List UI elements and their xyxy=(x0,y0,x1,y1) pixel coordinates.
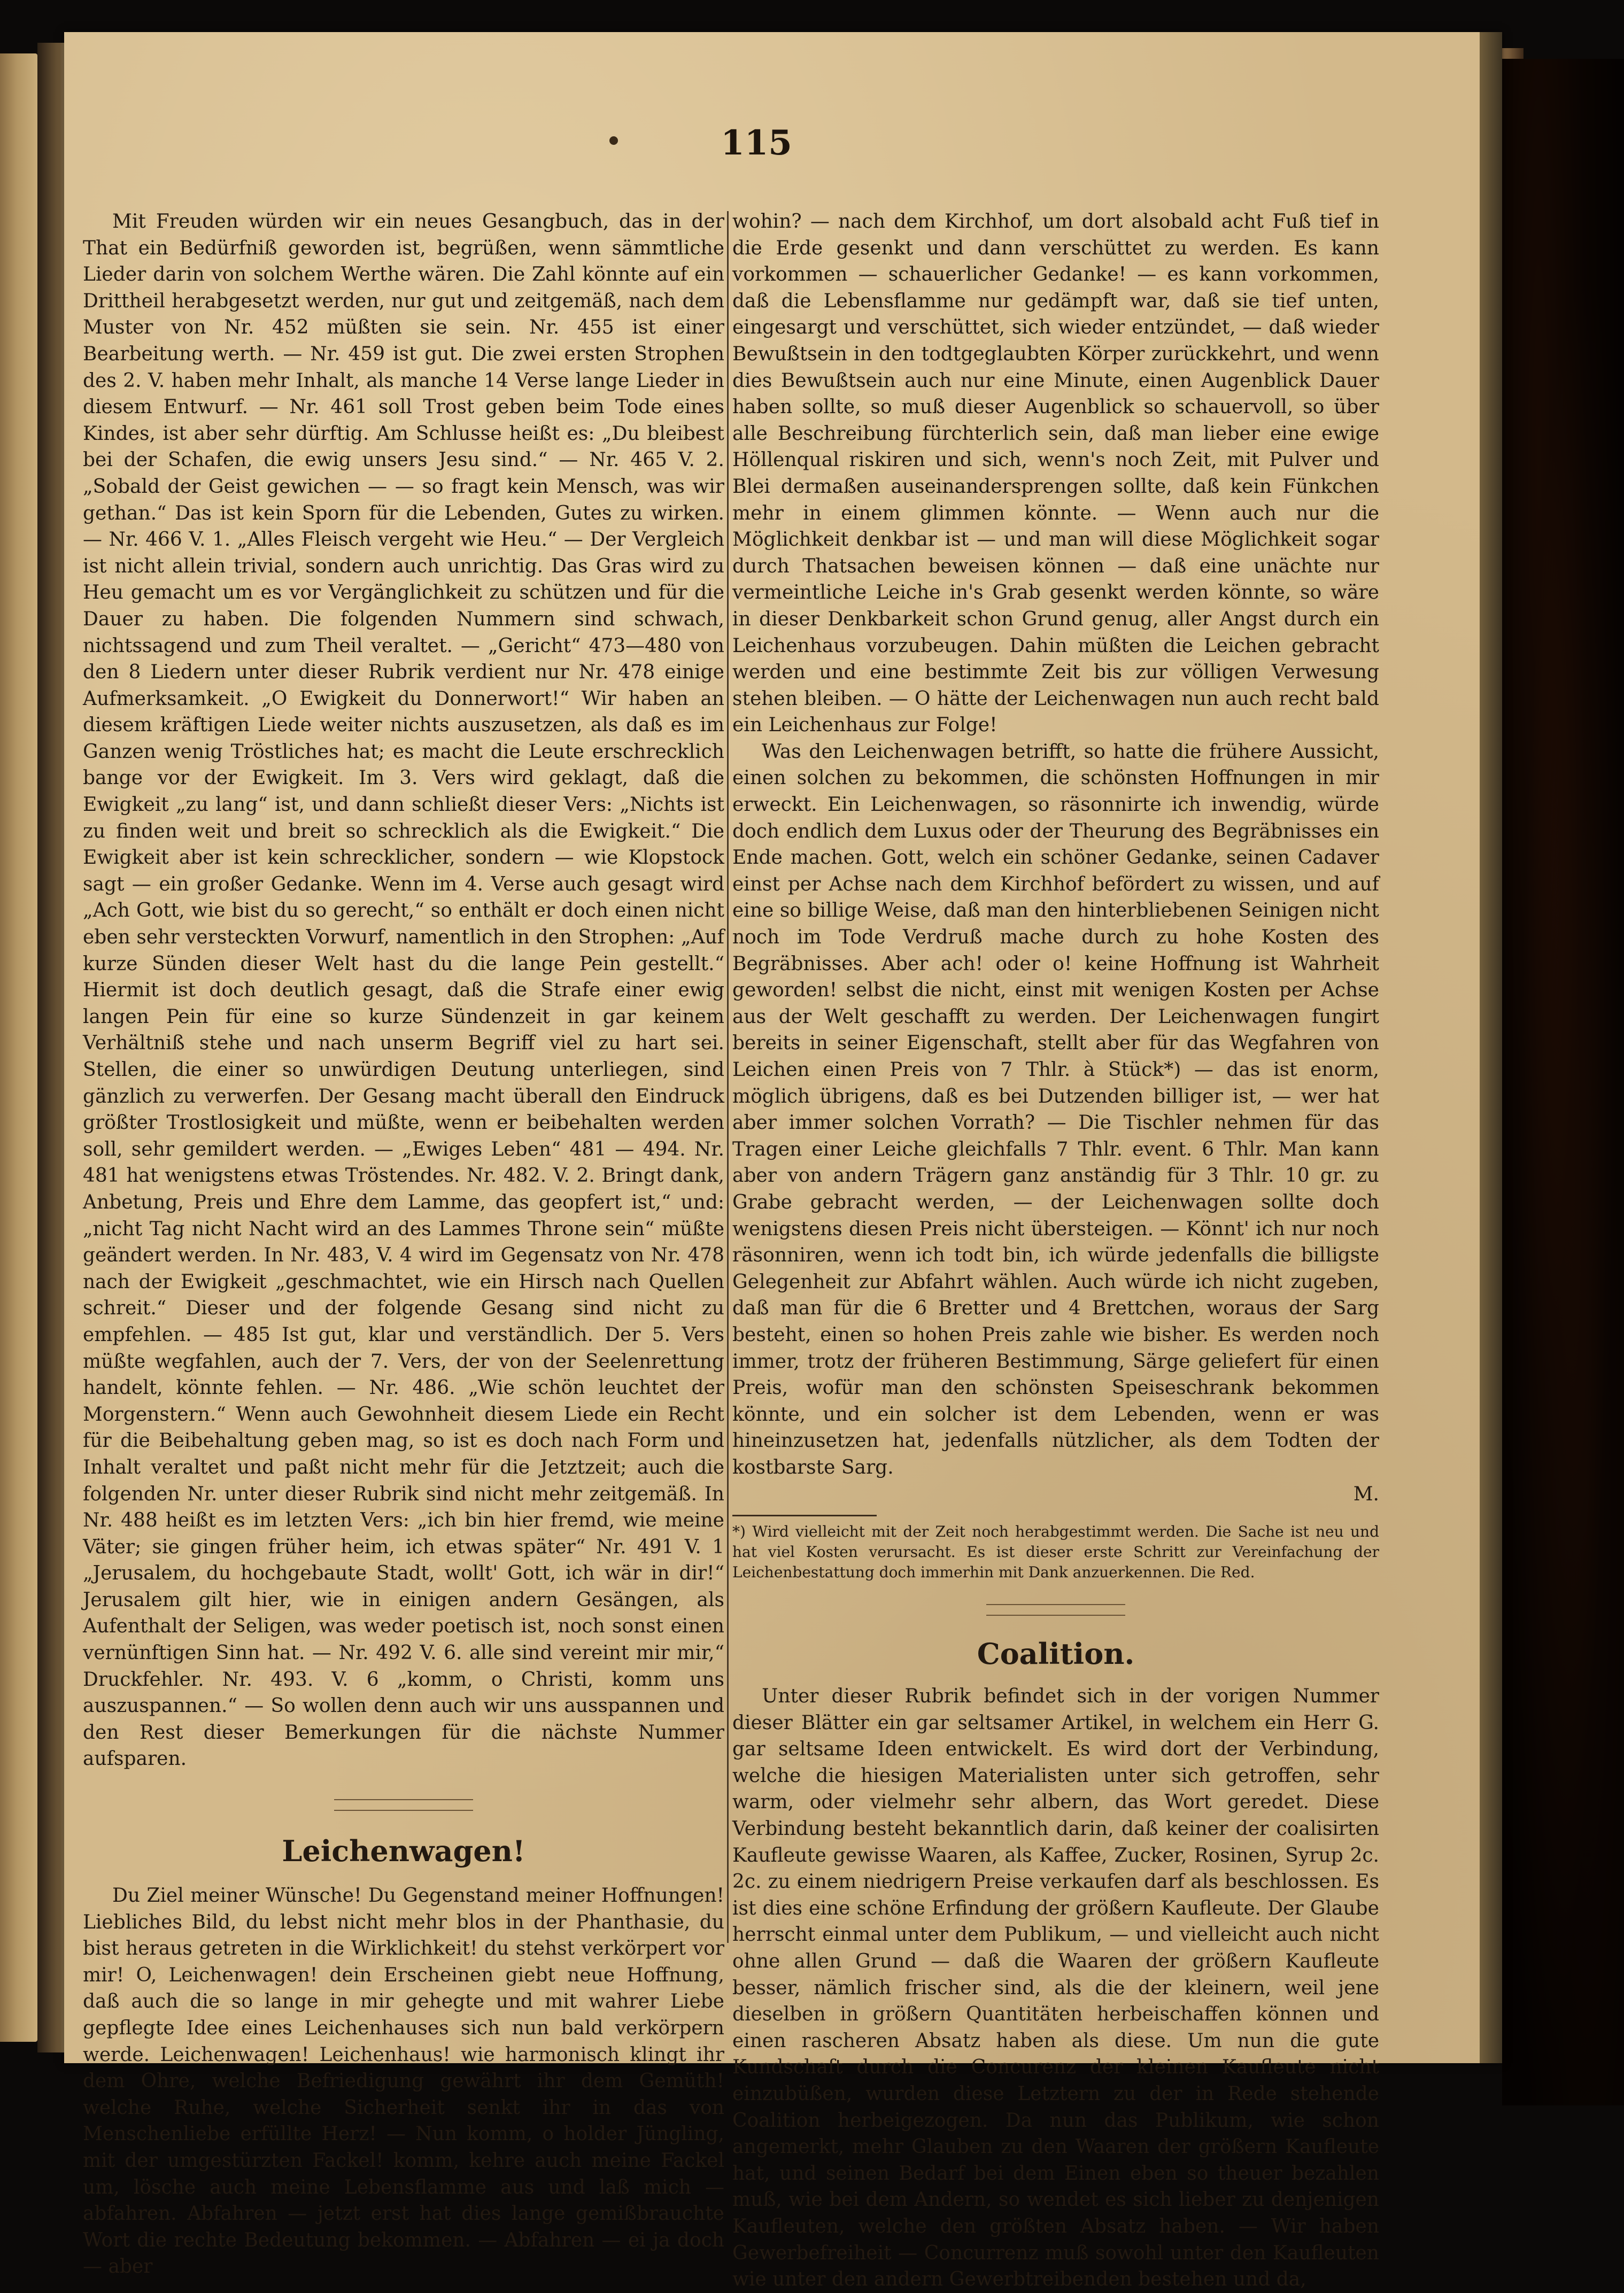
footnote-text: *) Wird vielleicht mit der Zeit noch herabgestimmt werden. Die Sache ist neu und hat viel Kosten verursacht. Es ist dieser erste Schritt zur Vereinfachung der Leichenbestattung doch immerhin mit Dank anzuerkennen. xyxy=(732,1523,1379,1582)
column-rule xyxy=(727,211,729,1943)
section-divider xyxy=(986,1604,1125,1616)
footnote-signature: Die Red. xyxy=(1190,1563,1255,1582)
header-bullet-mark xyxy=(609,136,618,145)
section-divider xyxy=(334,1799,473,1811)
right-column xyxy=(732,208,1379,2293)
page-number: 115 xyxy=(721,123,792,163)
section-title-leichenwagen: Leichenwagen! xyxy=(282,1834,525,1869)
page-right-edge xyxy=(1480,32,1502,2063)
marbled-cover xyxy=(1502,59,1624,2105)
section-title-coalition: Coalition. xyxy=(977,1637,1135,1671)
footnote-rule xyxy=(732,1515,877,1516)
left-column xyxy=(83,208,724,2280)
article-gesangbuch-body: Mit Freuden würden wir ein neues Gesangbuch, das in der That ein Bedürfniß geworden ist, begrüßen, wenn sämmtliche Lieder darin von solchem Werthe wären. Die Zahl könnte auf ein Drittheil herabgesetzt werden, nur gut und zeitgemäß, nach dem Muster von Nr. 452 müßten sie sein. Nr. 455 ist einer Bearbeitung werth. — Nr. 459 ist gut. Die zwei ersten Strophen des 2. V. haben mehr Inhalt, als manche 14 Verse lange Lieder in diesem Entwurf. — Nr. 461 soll Trost geben beim Tode eines Kindes, ist aber sehr dürftig. Am Schlusse heißt es: „Du bleibest bei der Schafen, die ewig unsers Jesu sind.“ — Nr. 465 V. 2. „Sobald der Geist gewichen — — so fragt kein Mensch, was wir gethan.“ Das ist kein Sporn für die Lebenden, Gutes zu wirken. — Nr. 466 V. 1. „Alles Fleisch vergeht wie Heu.“ — Der Vergleich ist nicht allein trivial, sondern auch unrichtig. Das Gras wird zu Heu gemacht um es vor Vergänglichkeit zu schützen und für die Dauer zu haben. Die folgenden Nummern sind schwach, nichtssagend und zum Theil veraltet. — „Gericht“ 473—480 von den 8 Liedern unter dieser Rubrik verdient nur Nr. 478 einige Aufmerksamkeit. „O Ewigkeit du Donnerwort!“ Wir haben an diesem kräftigen Liede weiter nichts auszusetzen, als daß es im Ganzen wenig Tröstliches hat; es macht die Leute erschrecklich bange vor der Ewigkeit. Im 3. Vers wird geklagt, daß die Ewigkeit „zu lang“ ist, und dann schließt dieser Vers: „Nichts ist zu finden weit und breit so schrecklich als die Ewigkeit.“ Die Ewigkeit aber ist kein schrecklicher, sondern — wie Klopstock sagt — ein großer Gedanke. Wenn im 4. Verse auch gesagt wird „Ach Gott, wie bist du so gerecht,“ so enthält er doch einen nicht eben sehr versteckten Vorwurf, namentlich in den Strophen: „Auf kurze Sünden dieser Welt hast du die lange Pein gestellt.“ Hiermit ist doch deutlich gesagt, daß die Strafe einer ewig langen Pein für eine so kurze Sündenzeit in gar keinem Verhältniß stehe und nach unserm Begriff viel zu hart sei. Stellen, die einer so unwürdigen Deutung unterliegen, sind gänzlich zu verwerfen. Der Gesang macht überall den Eindruck größter Trostlosigkeit und müßte, wenn er beibehalten werden soll, sehr gemildert werden. — „Ewiges Leben“ 481 — 494. Nr. 481 hat wenigstens etwas Tröstendes. Nr. 482. V. 2. Bringt dank, Anbetung, Preis und Ehre dem Lamme, das geopfert ist,“ und: „nicht Tag nicht Nacht wird an des Lammes Throne sein“ müßte geändert werden. In Nr. 483, V. 4 wird im Gegensatz von Nr. 478 nach der Ewigkeit „geschmachtet, wie ein Hirsch nach Quellen schreit.“ Dieser und der folgende Gesang sind nicht zu empfehlen. — 485 Ist gut, klar und verständlich. Der 5. Vers müßte wegfahlen, auch der 7. Vers, der von der Seelenrettung handelt, könnte fehlen. — Nr. 486. „Wie schön leuchtet der Morgenstern.“ Wenn auch Gewohnheit diesem Liede ein Recht für die Beibehaltung geben mag, so ist es doch nach Form und Inhalt veraltet und paßt nicht mehr für die Jetztzeit; auch die folgenden Nr. unter dieser Rubrik sind nicht mehr zeitgemäß. In Nr. 488 heißt es im letzten Vers: „ich bin hier fremd, wie meine Väter; sie gingen früher heim, ich etwas später“ Nr. 491 V. 1 „Jerusalem, du hochgebaute Stadt, wollt' Gott, ich wär in dir!“ Jerusalem gilt hier, wie in einigen andern Gesängen, als Aufenthalt der Seligen, was weder poetisch ist, noch sonst einen vernünftigen Sinn hat. — Nr. 492 V. 6. alle sind vereint mir mir,“ Druckfehler. Nr. 493. V. 6 „komm, o Christi, komm uns auszuspannen.“ — So wollen denn auch wir uns ausspannen und den Rest dieser Bemerkungen für die nächste Nummer aufsparen. xyxy=(83,211,724,1770)
footnote xyxy=(732,1522,1379,1583)
article-leichenwagen-body: Du Ziel meiner Wünsche! Du Gegenstand meiner Hoffnungen! Liebliches Bild, du lebst nicht mehr blos in der Phanthasie, du bist heraus getreten in die Wirklichkeit! du stehst verkörpert vor mir! O, Leichenwagen! dein Erscheinen giebt neue Hoffnung, daß auch die so lange in mir gehegte und mit wahrer Liebe gepflegte Idee eines Leichenhauses sich nun bald verkörpern werde. Leichenwagen! Leichenhaus! wie harmonisch klingt ihr dem Ohre, welche Befriedigung gewährt ihr dem Gemüth! welche Ruhe, welche Sicherheit senkt ihr in das von Menschenliebe erfüllte Herz! — Nun komm, o holder Jüngling, mit der umgestürzten Fackel! komm, kehre auch meine Fackel um, lösche auch meine Lebensflamme aus und laß mich — abfahren. Abfahren — jetzt erst hat dies lange gemißbrauchte Wort die rechte Bedeutung bekommen. — Abfahren — ei ja doch — aber xyxy=(83,1885,724,2278)
article-signature: M. xyxy=(1353,1483,1379,1505)
article-coalition-body: Unter dieser Rubrik befindet sich in der vorigen Nummer dieser Blätter ein gar seltsamer Artikel, in welchem ein Herr G. gar seltsame Ideen entwickelt. Es wird dort der Verbindung, welche die hiesigen Materialisten unter sich getroffen, sehr warm, oder vielmehr sehr albern, das Wort geredet. Diese Verbindung besteht bekanntlich darin, daß keiner der coalisirten Kaufleute gewisse Waaren, als Kaffee, Zucker, Rosinen, Syrup 2c. 2c. zu einem niedrigern Preise verkaufen darf als beschlossen. Es ist dies eine schöne Erfindung der größern Kaufleute. Der Glaube herrscht einmal unter dem Publikum, — und vielleicht auch nicht ohne allen Grund — daß die Waaren der größern Kaufleute besser, nämlich frischer sind, als die der kleinern, weil jene dieselben in größern Quantitäten herbeischaffen können und einen rascheren Absatz haben als diese. Um nun die gute Kundschaft durch die Concurenz der kleinen Kaufleute nicht einzubüßen, wurden diese Letztern zu der in Rede stehende Coalition herbeigezogen. Da nun das Publikum, wie schon angemerkt, mehr Glauben zu den Waaren der größern Kaufleute hat, und seinen Bedarf bei dem Einen eben so theuer bezahlen muß, wie bei dem Andern, so wendet es sich lieber zu denjenigen Kaufleuten, welche den größten Absatz haben. — Wir haben Gewerbefreiheit — Concurrenz muß sowohl unter den Kaufleuten wie unter den andern Gewerbtreibenden bestehen und da, xyxy=(732,1685,1379,2291)
article-leichenwagen-continued: wohin? — nach dem Kirchhof, um dort alsobald acht Fuß tief in die Erde gesenkt und dann verschüttet zu werden. Es kann vorkommen — schauerlicher Gedanke! — es kann vorkommen, daß die Lebensflamme nur gedämpft war, daß sie tief unten, eingesargt und verschüttet, sich wieder entzündet, — daß wieder Bewußtsein in den todtgeglaubten Körper zurückkehrt, und wenn dies Bewußtsein auch nur eine Minute, einen Augenblick Dauer haben sollte, so muß dieser Augenblick so schauervoll, so über alle Beschreibung fürchterlich sein, daß man lieber eine ewige Höllenqual riskiren und sich, wenn's noch Zeit, mit Pulver und Blei dermaßen auseinandersprengen sollte, daß kein Fünkchen mehr in einem glimmen könnte. — Wenn auch nur die Möglichkeit denkbar ist — und man will diese Möglichkeit sogar durch Thatsachen beweisen können — daß eine unächte nur vermeintliche Leiche in's Grab gesenkt werden könnte, so wäre in dieser Denkbarkeit schon Grund genug, aller Angst durch ein Leichenhaus vorzubeugen. Dahin müßten die Leichen gebracht werden und eine bestimmte Zeit bis zur völligen Verwesung stehen bleiben. — O hätte der Leichenwagen nun auch recht bald ein Leichenhaus zur Folge! xyxy=(732,211,1379,737)
newspaper-page xyxy=(64,32,1502,2291)
previous-page-edge xyxy=(0,53,37,2042)
article-leichenwagen-paragraph: Was den Leichenwagen betrifft, so hatte die frühere Aussicht, einen solchen zu bekommen, die schönsten Hoffnungen in mir erweckt. Ein Leichenwagen, so räsonnirte ich inwendig, würde doch endlich dem Luxus oder der Theurung des Begräbnisses ein Ende machen. Gott, welch ein schöner Gedanke, seinen Cadaver einst per Achse nach dem Kirchhof befördert zu wissen, und auf eine so billige Weise, daß man den hinterbliebenen Seinigen nicht noch im Tode Verdruß mache durch zu hohe Kosten des Begräbnisses. Aber ach! oder o! keine Hoffnung ist Wahrheit geworden! selbst die nicht, einst mit wenigen Kosten per Achse aus der Welt geschafft zu werden. Der Leichenwagen fungirt bereits in seiner Eigenschaft, stellt aber für das Wegfahren von Leichen einen Preis von 7 Thlr. à Stück*) — das ist enorm, möglich übrigens, daß es bei Dutzenden billiger ist, — wer hat aber immer solchen Vorrath? — Die Tischler nehmen für das Tragen einer Leiche gleichfalls 7 Thlr. event. 6 Thlr. Man kann aber von andern Trägern ganz anständig für 3 Thlr. 10 gr. zu Grabe gebracht werden, — der Leichenwagen sollte doch wenigstens diesen Preis nicht übersteigen. — Könnt' ich nur noch räsonniren, wenn ich todt bin, ich würde jedenfalls die billigste Gelegenheit zur Abfahrt wählen. Auch würde ich nicht zugeben, daß man für die 6 Bretter und 4 Brettchen, woraus der Sarg besteht, einen so hohen Preis zahle wie bisher. Es werden noch immer, trotz der früheren Bestimmung, Särge geliefert für einen Preis, wofür man den schönsten Speiseschrank bekommen könnte, und ein solcher ist dem Lebenden, wenn er was hineinzusetzen hat, jedenfalls nützlicher, als dem Todten der kostbarste Sarg. xyxy=(732,740,1379,1478)
